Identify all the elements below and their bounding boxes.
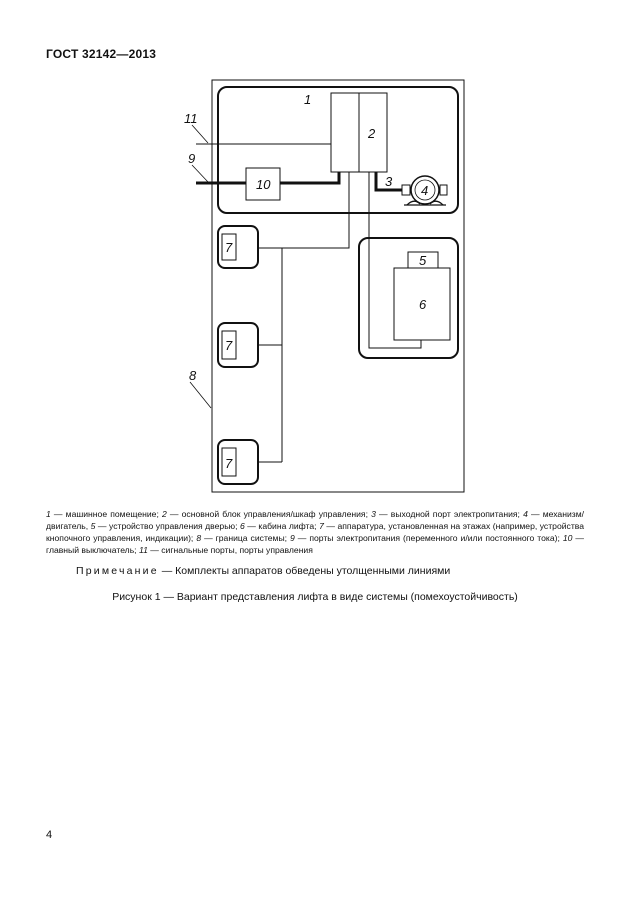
- legend-item-1: 1 — машинное помещение;: [46, 509, 162, 519]
- label-6: 6: [419, 297, 427, 312]
- label-7b: 7: [225, 338, 233, 353]
- legend-item-10: 10 — главный выключатель;: [46, 533, 585, 555]
- legend-item-7: 7 — аппаратура, установленная на этажах (например, устройства кнопочного управления, индикации);: [46, 521, 585, 543]
- note-label: Примечание: [76, 565, 159, 577]
- label-7a: 7: [225, 240, 233, 255]
- legend-item-5: 5 — устройство управления дверью;: [90, 521, 241, 531]
- figure-note: [76, 565, 450, 577]
- note-text: — Комплекты аппаратов обведены утолщенными линиями: [158, 565, 451, 577]
- label-9: 9: [188, 151, 196, 166]
- document-header: ГОСТ 32142—2013: [46, 47, 157, 61]
- label-7c: 7: [225, 456, 233, 471]
- legend-item-11: 11 — сигнальные порты, порты управления: [138, 545, 313, 555]
- leader-11: [192, 125, 208, 143]
- label-3: 3: [385, 174, 393, 189]
- label-4: 4: [421, 183, 429, 198]
- figure-caption: Рисунок 1 — Вариант представления лифта в виде системы (помехоустойчивость): [112, 591, 518, 603]
- figure-legend: [46, 508, 584, 556]
- page-number: 4: [46, 829, 53, 841]
- leader-8: [190, 382, 211, 408]
- label-2: 2: [368, 126, 376, 141]
- label-10: 10: [256, 177, 271, 192]
- leader-9: [192, 165, 208, 182]
- label-8: 8: [189, 368, 197, 383]
- legend-item-6: 6 — кабина лифта;: [240, 521, 320, 531]
- legend-item-4: 4 — механизм/двигатель,: [46, 509, 584, 531]
- legend-item-3: 3 — выходной порт электропитания;: [371, 509, 524, 519]
- legend-item-2: 2 — основной блок управления/шкаф управления;: [161, 509, 372, 519]
- legend-item-8: 8 — граница системы;: [196, 533, 291, 543]
- label-5: 5: [419, 253, 427, 268]
- switch-to-cabinet-line: [280, 172, 339, 183]
- label-11: 11: [184, 111, 198, 126]
- legend-item-9: 9 — порты электропитания (переменного и/или постоянного тока);: [290, 533, 563, 543]
- label-1: 1: [304, 92, 312, 107]
